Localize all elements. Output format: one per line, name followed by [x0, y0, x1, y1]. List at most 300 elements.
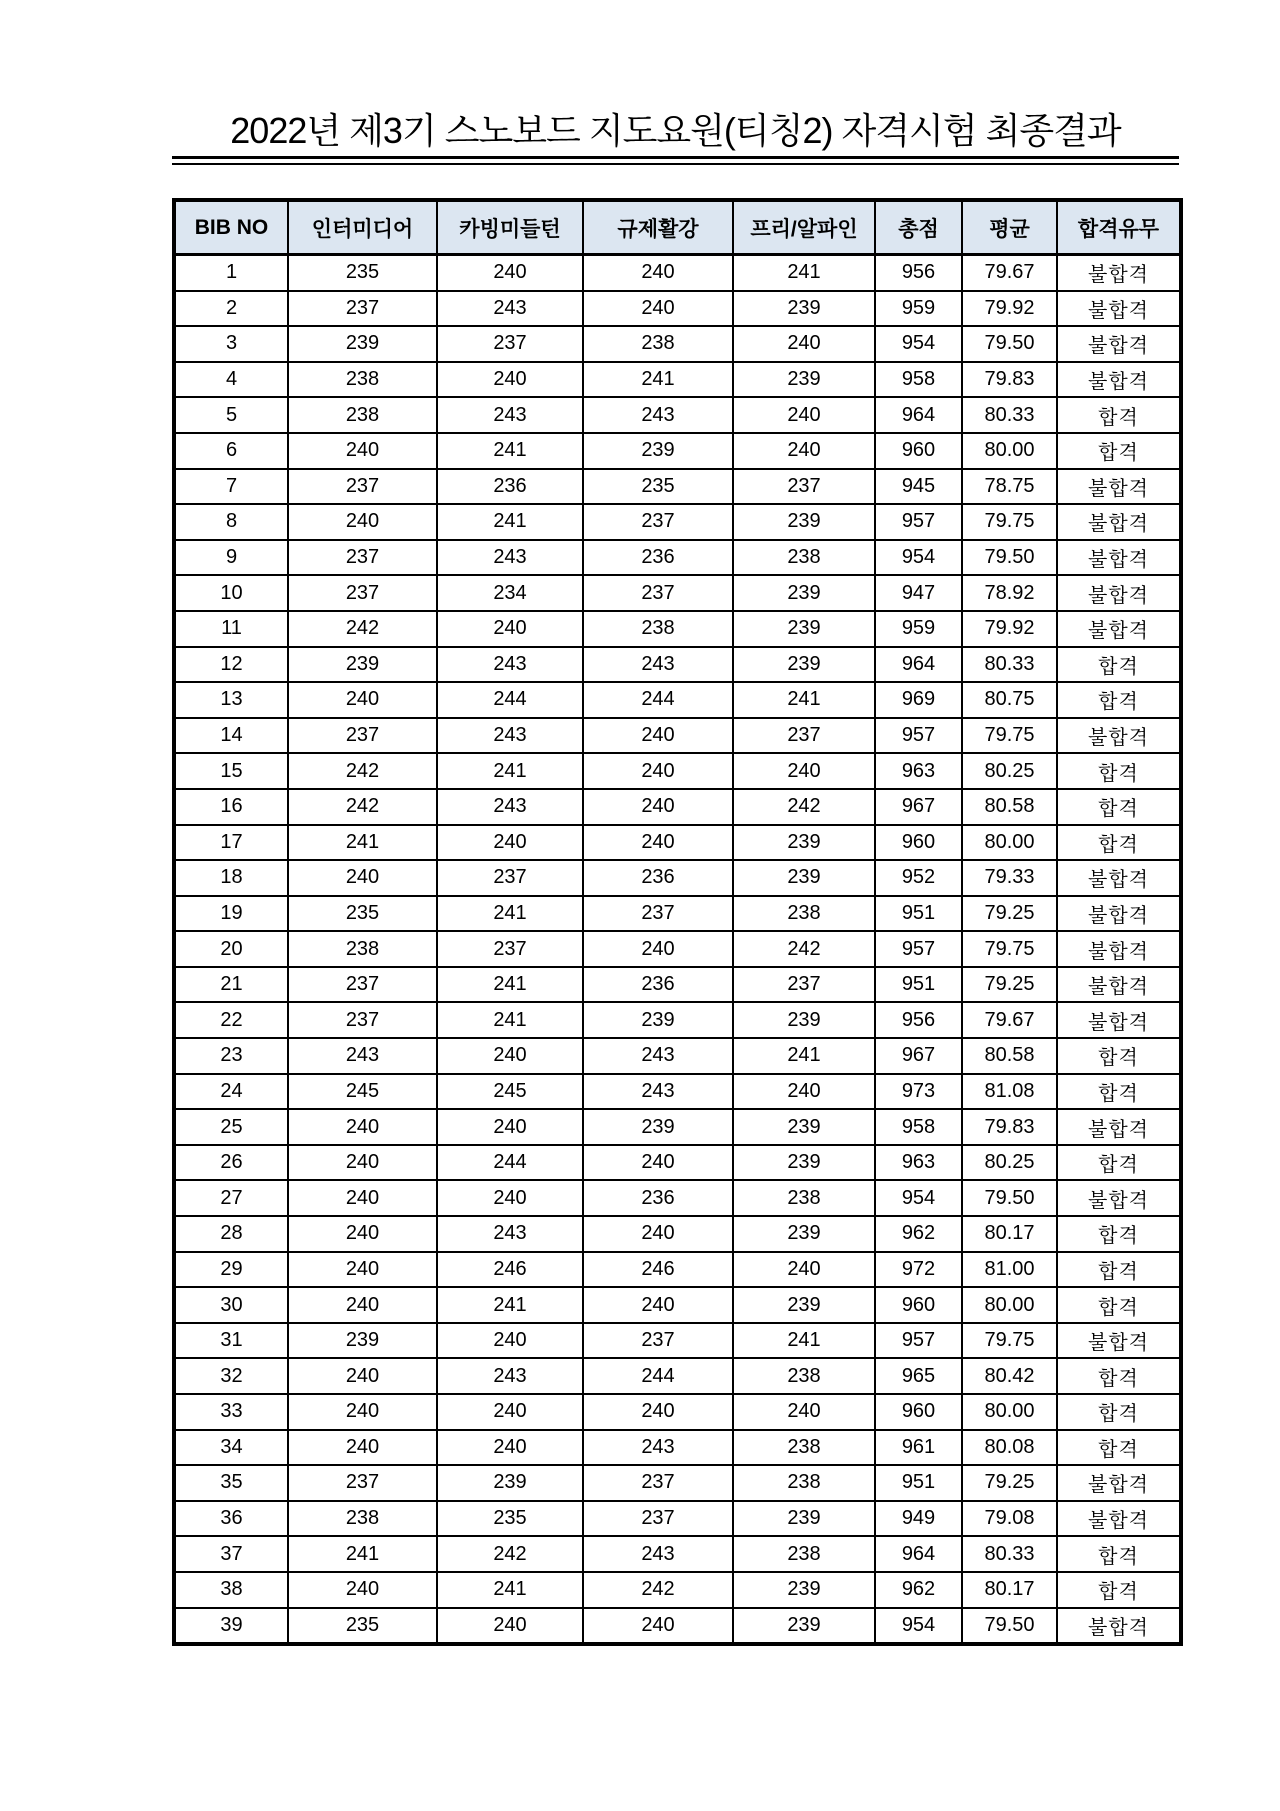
carving-middle-turn-score-cell: 240 — [437, 362, 583, 398]
carving-middle-turn-score-cell: 241 — [437, 504, 583, 540]
total-score-cell: 957 — [875, 504, 962, 540]
average-score-cell: 78.92 — [962, 575, 1057, 611]
carving-middle-turn-score-cell: 243 — [437, 1358, 583, 1394]
pass-fail-cell: 합격 — [1057, 753, 1181, 789]
total-score-cell: 951 — [875, 967, 962, 1003]
bib-no-cell: 27 — [174, 1180, 288, 1216]
average-score-cell: 79.75 — [962, 931, 1057, 967]
free-alpine-score-cell: 239 — [733, 1501, 875, 1537]
table-row — [174, 1358, 1181, 1394]
carving-middle-turn-score-cell: 246 — [437, 1252, 583, 1288]
total-score-cell: 964 — [875, 1536, 962, 1572]
average-score-cell: 79.67 — [962, 1002, 1057, 1038]
free-alpine-score-cell: 238 — [733, 1465, 875, 1501]
average-score-cell: 79.75 — [962, 504, 1057, 540]
bib-no-cell: 13 — [174, 682, 288, 718]
free-alpine-score-cell: 238 — [733, 1430, 875, 1466]
free-alpine-score-cell: 239 — [733, 1145, 875, 1181]
table-row — [174, 825, 1181, 861]
intermediate-score-cell: 240 — [288, 1145, 437, 1181]
intermediate-score-cell: 239 — [288, 647, 437, 683]
bib-no-cell: 12 — [174, 647, 288, 683]
pass-fail-cell: 합격 — [1057, 1394, 1181, 1430]
total-score-cell: 959 — [875, 291, 962, 327]
pass-fail-cell: 합격 — [1057, 1074, 1181, 1110]
bib-no-cell: 33 — [174, 1394, 288, 1430]
intermediate-score-cell: 245 — [288, 1074, 437, 1110]
bib-no-cell: 21 — [174, 967, 288, 1003]
free-alpine-score-cell: 239 — [733, 647, 875, 683]
table-row — [174, 1501, 1181, 1537]
average-score-cell: 79.92 — [962, 611, 1057, 647]
free-alpine-score-cell: 239 — [733, 1216, 875, 1252]
average-score-cell: 79.08 — [962, 1501, 1057, 1537]
free-alpine-score-cell: 237 — [733, 718, 875, 754]
results-table — [172, 198, 1183, 1646]
pass-fail-cell: 불합격 — [1057, 1323, 1181, 1359]
regulated-downhill-score-cell: 240 — [583, 825, 733, 861]
carving-middle-turn-score-cell: 243 — [437, 789, 583, 825]
pass-fail-cell: 불합격 — [1057, 896, 1181, 932]
total-score-cell: 964 — [875, 397, 962, 433]
free-alpine-score-cell: 242 — [733, 931, 875, 967]
table-row — [174, 1608, 1181, 1645]
pass-fail-cell: 합격 — [1057, 789, 1181, 825]
regulated-downhill-score-cell: 236 — [583, 540, 733, 576]
table-row — [174, 647, 1181, 683]
free-alpine-score-cell: 238 — [733, 1180, 875, 1216]
intermediate-score-cell: 235 — [288, 896, 437, 932]
pass-fail-cell: 불합격 — [1057, 1501, 1181, 1537]
carving-middle-turn-score-cell: 241 — [437, 433, 583, 469]
total-score-cell: 957 — [875, 1323, 962, 1359]
average-score-cell: 79.83 — [962, 362, 1057, 398]
table-row — [174, 291, 1181, 327]
free-alpine-score-cell: 239 — [733, 1109, 875, 1145]
pass-fail-cell: 불합격 — [1057, 1109, 1181, 1145]
free-alpine-score-cell: 239 — [733, 362, 875, 398]
free-alpine-score-cell: 242 — [733, 789, 875, 825]
col-header-carving-middle-turn: 카빙미들턴 — [437, 200, 583, 255]
total-score-cell: 960 — [875, 825, 962, 861]
regulated-downhill-score-cell: 239 — [583, 1109, 733, 1145]
col-header-pass-fail: 합격유무 — [1057, 200, 1181, 255]
pass-fail-cell: 불합격 — [1057, 931, 1181, 967]
intermediate-score-cell: 238 — [288, 931, 437, 967]
average-score-cell: 80.00 — [962, 825, 1057, 861]
intermediate-score-cell: 240 — [288, 1430, 437, 1466]
regulated-downhill-score-cell: 246 — [583, 1252, 733, 1288]
free-alpine-score-cell: 241 — [733, 1038, 875, 1074]
total-score-cell: 973 — [875, 1074, 962, 1110]
average-score-cell: 80.17 — [962, 1216, 1057, 1252]
regulated-downhill-score-cell: 239 — [583, 433, 733, 469]
table-row — [174, 1109, 1181, 1145]
total-score-cell: 963 — [875, 1145, 962, 1181]
average-score-cell: 80.58 — [962, 1038, 1057, 1074]
regulated-downhill-score-cell: 243 — [583, 647, 733, 683]
carving-middle-turn-score-cell: 240 — [437, 1430, 583, 1466]
table-row — [174, 1145, 1181, 1181]
total-score-cell: 960 — [875, 433, 962, 469]
total-score-cell: 960 — [875, 1394, 962, 1430]
table-row — [174, 682, 1181, 718]
regulated-downhill-score-cell: 236 — [583, 860, 733, 896]
carving-middle-turn-score-cell: 241 — [437, 753, 583, 789]
pass-fail-cell: 불합격 — [1057, 255, 1181, 291]
table-body — [174, 255, 1181, 1645]
table-row — [174, 1180, 1181, 1216]
col-header-free-alpine: 프리/알파인 — [733, 200, 875, 255]
table-row — [174, 362, 1181, 398]
carving-middle-turn-score-cell: 245 — [437, 1074, 583, 1110]
bib-no-cell: 36 — [174, 1501, 288, 1537]
table-row — [174, 1465, 1181, 1501]
bib-no-cell: 26 — [174, 1145, 288, 1181]
table-row — [174, 1074, 1181, 1110]
carving-middle-turn-score-cell: 241 — [437, 1002, 583, 1038]
free-alpine-score-cell: 239 — [733, 1002, 875, 1038]
table-row — [174, 1536, 1181, 1572]
bib-no-cell: 39 — [174, 1608, 288, 1645]
average-score-cell: 80.00 — [962, 433, 1057, 469]
bib-no-cell: 4 — [174, 362, 288, 398]
regulated-downhill-score-cell: 236 — [583, 1180, 733, 1216]
free-alpine-score-cell: 239 — [733, 1572, 875, 1608]
total-score-cell: 956 — [875, 255, 962, 291]
average-score-cell: 80.08 — [962, 1430, 1057, 1466]
free-alpine-score-cell: 240 — [733, 1394, 875, 1430]
intermediate-score-cell: 240 — [288, 433, 437, 469]
table-row — [174, 1038, 1181, 1074]
total-score-cell: 954 — [875, 1180, 962, 1216]
table-row — [174, 1002, 1181, 1038]
header-row — [174, 200, 1181, 255]
average-score-cell: 80.17 — [962, 1572, 1057, 1608]
intermediate-score-cell: 241 — [288, 825, 437, 861]
free-alpine-score-cell: 239 — [733, 291, 875, 327]
pass-fail-cell: 합격 — [1057, 1358, 1181, 1394]
regulated-downhill-score-cell: 236 — [583, 967, 733, 1003]
regulated-downhill-score-cell: 240 — [583, 291, 733, 327]
table-row — [174, 326, 1181, 362]
regulated-downhill-score-cell: 237 — [583, 575, 733, 611]
free-alpine-score-cell: 240 — [733, 326, 875, 362]
intermediate-score-cell: 239 — [288, 326, 437, 362]
regulated-downhill-score-cell: 240 — [583, 753, 733, 789]
regulated-downhill-score-cell: 243 — [583, 1536, 733, 1572]
average-score-cell: 79.25 — [962, 967, 1057, 1003]
regulated-downhill-score-cell: 235 — [583, 469, 733, 505]
pass-fail-cell: 합격 — [1057, 1252, 1181, 1288]
bib-no-cell: 31 — [174, 1323, 288, 1359]
intermediate-score-cell: 237 — [288, 469, 437, 505]
regulated-downhill-score-cell: 240 — [583, 1608, 733, 1645]
pass-fail-cell: 합격 — [1057, 433, 1181, 469]
pass-fail-cell: 불합격 — [1057, 860, 1181, 896]
bib-no-cell: 37 — [174, 1536, 288, 1572]
average-score-cell: 79.75 — [962, 718, 1057, 754]
intermediate-score-cell: 237 — [288, 291, 437, 327]
bib-no-cell: 14 — [174, 718, 288, 754]
pass-fail-cell: 합격 — [1057, 1216, 1181, 1252]
intermediate-score-cell: 238 — [288, 1501, 437, 1537]
intermediate-score-cell: 237 — [288, 575, 437, 611]
regulated-downhill-score-cell: 241 — [583, 362, 733, 398]
table-row — [174, 896, 1181, 932]
carving-middle-turn-score-cell: 243 — [437, 291, 583, 327]
bib-no-cell: 16 — [174, 789, 288, 825]
average-score-cell: 79.50 — [962, 326, 1057, 362]
total-score-cell: 962 — [875, 1572, 962, 1608]
regulated-downhill-score-cell: 243 — [583, 1038, 733, 1074]
intermediate-score-cell: 237 — [288, 540, 437, 576]
pass-fail-cell: 합격 — [1057, 825, 1181, 861]
average-score-cell: 79.50 — [962, 1180, 1057, 1216]
carving-middle-turn-score-cell: 239 — [437, 1465, 583, 1501]
carving-middle-turn-score-cell: 237 — [437, 931, 583, 967]
intermediate-score-cell: 240 — [288, 1109, 437, 1145]
title-double-underline — [172, 156, 1179, 165]
regulated-downhill-score-cell: 240 — [583, 931, 733, 967]
regulated-downhill-score-cell: 240 — [583, 1216, 733, 1252]
table-row — [174, 860, 1181, 896]
free-alpine-score-cell: 238 — [733, 896, 875, 932]
intermediate-score-cell: 237 — [288, 967, 437, 1003]
average-score-cell: 79.83 — [962, 1109, 1057, 1145]
intermediate-score-cell: 240 — [288, 682, 437, 718]
carving-middle-turn-score-cell: 244 — [437, 682, 583, 718]
total-score-cell: 951 — [875, 896, 962, 932]
bib-no-cell: 5 — [174, 397, 288, 433]
total-score-cell: 945 — [875, 469, 962, 505]
bib-no-cell: 38 — [174, 1572, 288, 1608]
free-alpine-score-cell: 238 — [733, 540, 875, 576]
free-alpine-score-cell: 240 — [733, 397, 875, 433]
table-row — [174, 433, 1181, 469]
bib-no-cell: 19 — [174, 896, 288, 932]
bib-no-cell: 7 — [174, 469, 288, 505]
pass-fail-cell: 합격 — [1057, 1536, 1181, 1572]
bib-no-cell: 11 — [174, 611, 288, 647]
intermediate-score-cell: 238 — [288, 362, 437, 398]
table-row — [174, 753, 1181, 789]
page-title: 2022년 제3기 스노보드 지도요원(티칭2) 자격시험 최종결과 — [230, 110, 1121, 151]
regulated-downhill-score-cell: 240 — [583, 789, 733, 825]
table-row — [174, 469, 1181, 505]
table-row — [174, 931, 1181, 967]
free-alpine-score-cell: 239 — [733, 825, 875, 861]
intermediate-score-cell: 240 — [288, 1180, 437, 1216]
pass-fail-cell: 불합격 — [1057, 504, 1181, 540]
regulated-downhill-score-cell: 237 — [583, 504, 733, 540]
regulated-downhill-score-cell: 237 — [583, 1323, 733, 1359]
intermediate-score-cell: 243 — [288, 1038, 437, 1074]
col-header-regulated-downhill: 규제활강 — [583, 200, 733, 255]
free-alpine-score-cell: 241 — [733, 255, 875, 291]
bib-no-cell: 3 — [174, 326, 288, 362]
intermediate-score-cell: 240 — [288, 1287, 437, 1323]
average-score-cell: 79.33 — [962, 860, 1057, 896]
carving-middle-turn-score-cell: 240 — [437, 825, 583, 861]
average-score-cell: 79.25 — [962, 896, 1057, 932]
average-score-cell: 80.33 — [962, 647, 1057, 683]
col-header-bib-no: BIB NO — [174, 200, 288, 255]
intermediate-score-cell: 242 — [288, 753, 437, 789]
table-row — [174, 255, 1181, 291]
bib-no-cell: 32 — [174, 1358, 288, 1394]
total-score-cell: 967 — [875, 1038, 962, 1074]
free-alpine-score-cell: 241 — [733, 682, 875, 718]
free-alpine-score-cell: 238 — [733, 1358, 875, 1394]
carving-middle-turn-score-cell: 237 — [437, 860, 583, 896]
pass-fail-cell: 불합격 — [1057, 291, 1181, 327]
pass-fail-cell: 합격 — [1057, 1287, 1181, 1323]
regulated-downhill-score-cell: 240 — [583, 1287, 733, 1323]
intermediate-score-cell: 235 — [288, 255, 437, 291]
carving-middle-turn-score-cell: 243 — [437, 647, 583, 683]
pass-fail-cell: 불합격 — [1057, 575, 1181, 611]
regulated-downhill-score-cell: 237 — [583, 1465, 733, 1501]
table-row — [174, 540, 1181, 576]
intermediate-score-cell: 242 — [288, 611, 437, 647]
total-score-cell: 958 — [875, 1109, 962, 1145]
free-alpine-score-cell: 239 — [733, 1608, 875, 1645]
average-score-cell: 80.33 — [962, 397, 1057, 433]
carving-middle-turn-score-cell: 240 — [437, 611, 583, 647]
total-score-cell: 969 — [875, 682, 962, 718]
bib-no-cell: 10 — [174, 575, 288, 611]
pass-fail-cell: 합격 — [1057, 1572, 1181, 1608]
table-row — [174, 611, 1181, 647]
bib-no-cell: 15 — [174, 753, 288, 789]
table-row — [174, 575, 1181, 611]
total-score-cell: 952 — [875, 860, 962, 896]
bib-no-cell: 9 — [174, 540, 288, 576]
table-row — [174, 504, 1181, 540]
bib-no-cell: 34 — [174, 1430, 288, 1466]
carving-middle-turn-score-cell: 240 — [437, 1038, 583, 1074]
bib-no-cell: 35 — [174, 1465, 288, 1501]
carving-middle-turn-score-cell: 240 — [437, 1109, 583, 1145]
free-alpine-score-cell: 239 — [733, 860, 875, 896]
bib-no-cell: 30 — [174, 1287, 288, 1323]
average-score-cell: 79.50 — [962, 540, 1057, 576]
regulated-downhill-score-cell: 240 — [583, 1145, 733, 1181]
table-row — [174, 1252, 1181, 1288]
average-score-cell: 80.25 — [962, 1145, 1057, 1181]
pass-fail-cell: 불합격 — [1057, 1465, 1181, 1501]
carving-middle-turn-score-cell: 243 — [437, 718, 583, 754]
regulated-downhill-score-cell: 242 — [583, 1572, 733, 1608]
carving-middle-turn-score-cell: 240 — [437, 1180, 583, 1216]
regulated-downhill-score-cell: 237 — [583, 1501, 733, 1537]
regulated-downhill-score-cell: 238 — [583, 611, 733, 647]
regulated-downhill-score-cell: 243 — [583, 1430, 733, 1466]
pass-fail-cell: 합격 — [1057, 682, 1181, 718]
average-score-cell: 80.33 — [962, 1536, 1057, 1572]
total-score-cell: 959 — [875, 611, 962, 647]
intermediate-score-cell: 240 — [288, 860, 437, 896]
table-row — [174, 1287, 1181, 1323]
intermediate-score-cell: 240 — [288, 1216, 437, 1252]
total-score-cell: 954 — [875, 1608, 962, 1645]
average-score-cell: 78.75 — [962, 469, 1057, 505]
free-alpine-score-cell: 239 — [733, 1287, 875, 1323]
average-score-cell: 80.00 — [962, 1287, 1057, 1323]
table-row — [174, 1323, 1181, 1359]
free-alpine-score-cell: 239 — [733, 575, 875, 611]
intermediate-score-cell: 239 — [288, 1323, 437, 1359]
free-alpine-score-cell: 241 — [733, 1323, 875, 1359]
intermediate-score-cell: 235 — [288, 1608, 437, 1645]
total-score-cell: 947 — [875, 575, 962, 611]
total-score-cell: 967 — [875, 789, 962, 825]
intermediate-score-cell: 238 — [288, 397, 437, 433]
bib-no-cell: 8 — [174, 504, 288, 540]
carving-middle-turn-score-cell: 240 — [437, 1323, 583, 1359]
bib-no-cell: 6 — [174, 433, 288, 469]
bib-no-cell: 18 — [174, 860, 288, 896]
free-alpine-score-cell: 237 — [733, 469, 875, 505]
intermediate-score-cell: 237 — [288, 1465, 437, 1501]
bib-no-cell: 22 — [174, 1002, 288, 1038]
table-row — [174, 1430, 1181, 1466]
total-score-cell: 964 — [875, 647, 962, 683]
carving-middle-turn-score-cell: 241 — [437, 1572, 583, 1608]
regulated-downhill-score-cell: 237 — [583, 896, 733, 932]
pass-fail-cell: 불합격 — [1057, 1180, 1181, 1216]
bib-no-cell: 1 — [174, 255, 288, 291]
total-score-cell: 961 — [875, 1430, 962, 1466]
carving-middle-turn-score-cell: 240 — [437, 255, 583, 291]
col-header-total-score: 총점 — [875, 200, 962, 255]
bib-no-cell: 23 — [174, 1038, 288, 1074]
intermediate-score-cell: 237 — [288, 1002, 437, 1038]
intermediate-score-cell: 240 — [288, 1358, 437, 1394]
intermediate-score-cell: 240 — [288, 1252, 437, 1288]
bib-no-cell: 29 — [174, 1252, 288, 1288]
bib-no-cell: 20 — [174, 931, 288, 967]
total-score-cell: 954 — [875, 540, 962, 576]
pass-fail-cell: 합격 — [1057, 647, 1181, 683]
col-header-average: 평균 — [962, 200, 1057, 255]
total-score-cell: 972 — [875, 1252, 962, 1288]
average-score-cell: 79.50 — [962, 1608, 1057, 1645]
intermediate-score-cell: 240 — [288, 504, 437, 540]
free-alpine-score-cell: 238 — [733, 1536, 875, 1572]
carving-middle-turn-score-cell: 241 — [437, 1287, 583, 1323]
carving-middle-turn-score-cell: 243 — [437, 397, 583, 433]
bib-no-cell: 28 — [174, 1216, 288, 1252]
carving-middle-turn-score-cell: 242 — [437, 1536, 583, 1572]
free-alpine-score-cell: 240 — [733, 433, 875, 469]
pass-fail-cell: 불합격 — [1057, 611, 1181, 647]
pass-fail-cell: 불합격 — [1057, 1608, 1181, 1645]
table-row — [174, 1572, 1181, 1608]
pass-fail-cell: 합격 — [1057, 1145, 1181, 1181]
carving-middle-turn-score-cell: 235 — [437, 1501, 583, 1537]
total-score-cell: 958 — [875, 362, 962, 398]
regulated-downhill-score-cell: 240 — [583, 1394, 733, 1430]
total-score-cell: 956 — [875, 1002, 962, 1038]
regulated-downhill-score-cell: 238 — [583, 326, 733, 362]
table-row — [174, 397, 1181, 433]
regulated-downhill-score-cell: 240 — [583, 255, 733, 291]
total-score-cell: 965 — [875, 1358, 962, 1394]
intermediate-score-cell: 242 — [288, 789, 437, 825]
regulated-downhill-score-cell: 244 — [583, 1358, 733, 1394]
